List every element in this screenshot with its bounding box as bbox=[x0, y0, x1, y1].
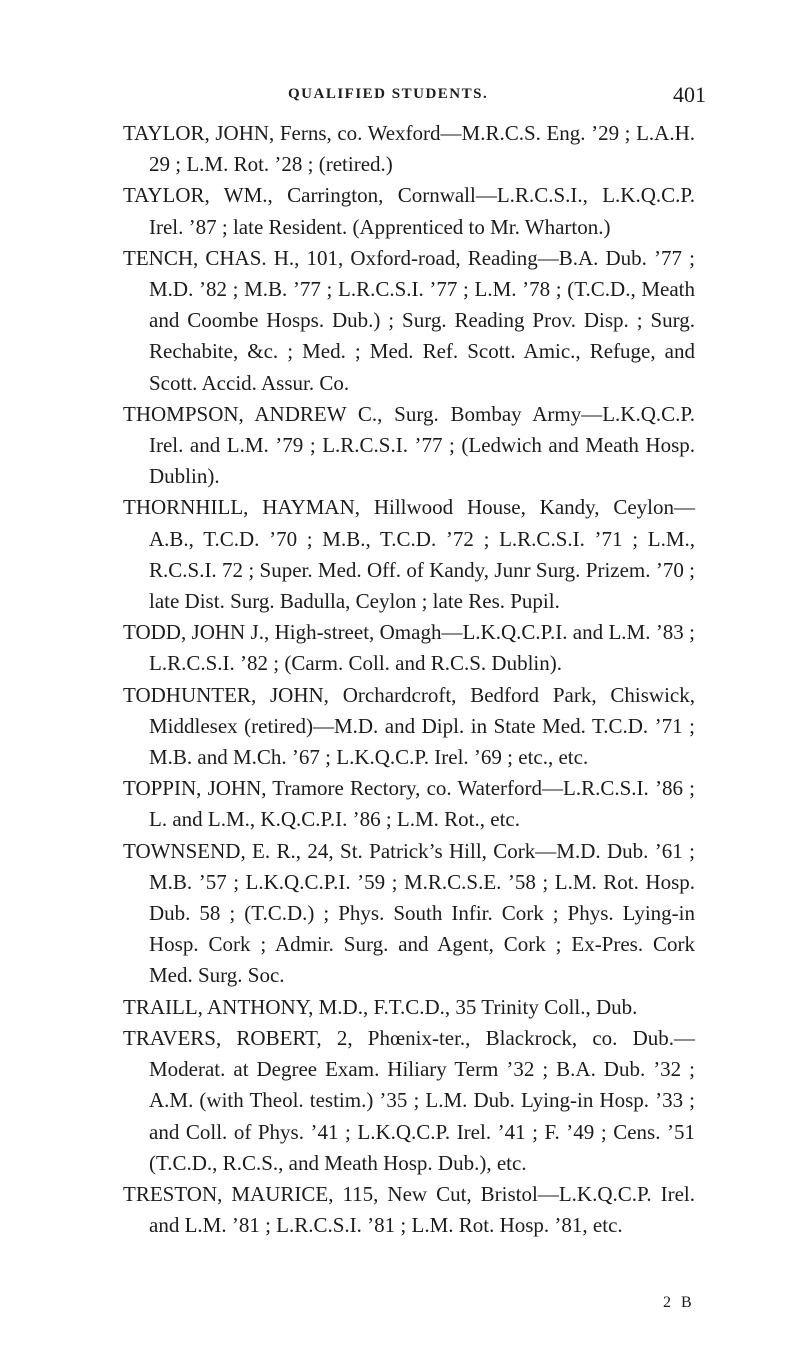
directory-entry: TAYLOR, WM., Carrington, Cornwall—L.R.C.S.I., L.K.Q.C.P. Irel. ’87 ; late Resident. (Apprenticed to Mr. Wharton.) bbox=[123, 183, 695, 239]
directory-entry: TENCH, CHAS. H., 101, Oxford-road, Reading—B.A. Dub. ’77 ; M.D. ’82 ; M.B. ’77 ; L.R.C.S.I. ’77 ; L.M. ’78 ; (T.C.D., Meath and Coombe Hosps. Dub.) ; Surg. Reading Prov. Disp. ; Surg. Rechabite, &c. ; Med. ; Med. Ref. Scott. Amic., Refuge, and Scott. Accid. Assur. Co. bbox=[123, 245, 695, 395]
running-head: QUALIFIED STUDENTS. bbox=[288, 86, 489, 102]
directory-entry: TODD, JOHN J., High-street, Omagh—L.K.Q.C.P.I. and L.M. ’83 ; L.R.C.S.I. ’82 ; (Carm. Coll. and R.C.S. Dublin). bbox=[123, 620, 695, 676]
directory-entry: TOPPIN, JOHN, Tramore Rectory, co. Waterford—L.R.C.S.I. ’86 ; L. and L.M., K.Q.C.P.I. ’86 ; L.M. Rot., etc. bbox=[123, 776, 695, 832]
directory-entry: TODHUNTER, JOHN, Orchardcroft, Bedford Park, Chiswick, Middlesex (retired)—M.D. and Dipl. in State Med. T.C.D. ’71 ; M.B. and M.Ch. ’67 ; L.K.Q.C.P. Irel. ’69 ; etc., etc. bbox=[123, 682, 695, 770]
directory-entry: TOWNSEND, E. R., 24, St. Patrick’s Hill, Cork—M.D. Dub. ’61 ; M.B. ’57 ; L.K.Q.C.P.I. ’59 ; M.R.C.S.E. ’58 ; L.M. Rot. Hosp. Dub. 58 ; (T.C.D.) ; Phys. South Infir. Cork ; Phys. Lying-in Hosp. Cork ; Admir. Surg. and Agent, Cork ; Ex-Pres. Cork Med. Surg. Soc. bbox=[123, 838, 695, 988]
page-header bbox=[0, 78, 800, 108]
directory-entry: THOMPSON, ANDREW C., Surg. Bombay Army—L.K.Q.C.P. Irel. and L.M. ’79 ; L.R.C.S.I. ’77 ; (Ledwich and Meath Hosp. Dublin). bbox=[123, 401, 695, 489]
directory-entries bbox=[123, 118, 695, 1241]
directory-entry: TRAILL, ANTHONY, M.D., F.T.C.D., 35 Trinity Coll., Dub. bbox=[123, 994, 638, 1019]
directory-entry: THORNHILL, HAYMAN, Hillwood House, Kandy, Ceylon— A.B., T.C.D. ’70 ; M.B., T.C.D. ’72 ; L.R.C.S.I. ’71 ; L.M., R.C.S.I. 72 ; Super. Med. Off. of Kandy, Junr Surg. Prizem. ’70 ; late Dist. Surg. Badulla, Ceylon ; late Res. Pupil. bbox=[123, 495, 695, 614]
directory-entry: TAYLOR, JOHN, Ferns, co. Wexford—M.R.C.S. Eng. ’29 ; L.A.H. 29 ; L.M. Rot. ’28 ; (retired.) bbox=[123, 121, 695, 177]
directory-entry: TRAVERS, ROBERT, 2, Phœnix-ter., Blackrock, co. Dub.— Moderat. at Degree Exam. Hiliary Term ’32 ; B.A. Dub. ’32 ; A.M. (with Theol. testim.) ’35 ; L.M. Dub. Lying-in Hosp. ’33 ; and Coll. of Phys. ’41 ; L.K.Q.C.P. Irel. ’41 ; F. ’49 ; Cens. ’51 (T.C.D., R.C.S., and Meath Hosp. Dub.), etc. bbox=[123, 1025, 695, 1175]
signature-mark: 2 B bbox=[663, 1294, 695, 1311]
directory-entry: TRESTON, MAURICE, 115, New Cut, Bristol—L.K.Q.C.P. Irel. and L.M. ’81 ; L.R.C.S.I. ’81 ; L.M. Rot. Hosp. ’81, etc. bbox=[123, 1181, 695, 1238]
page-number: 401 bbox=[673, 82, 706, 107]
